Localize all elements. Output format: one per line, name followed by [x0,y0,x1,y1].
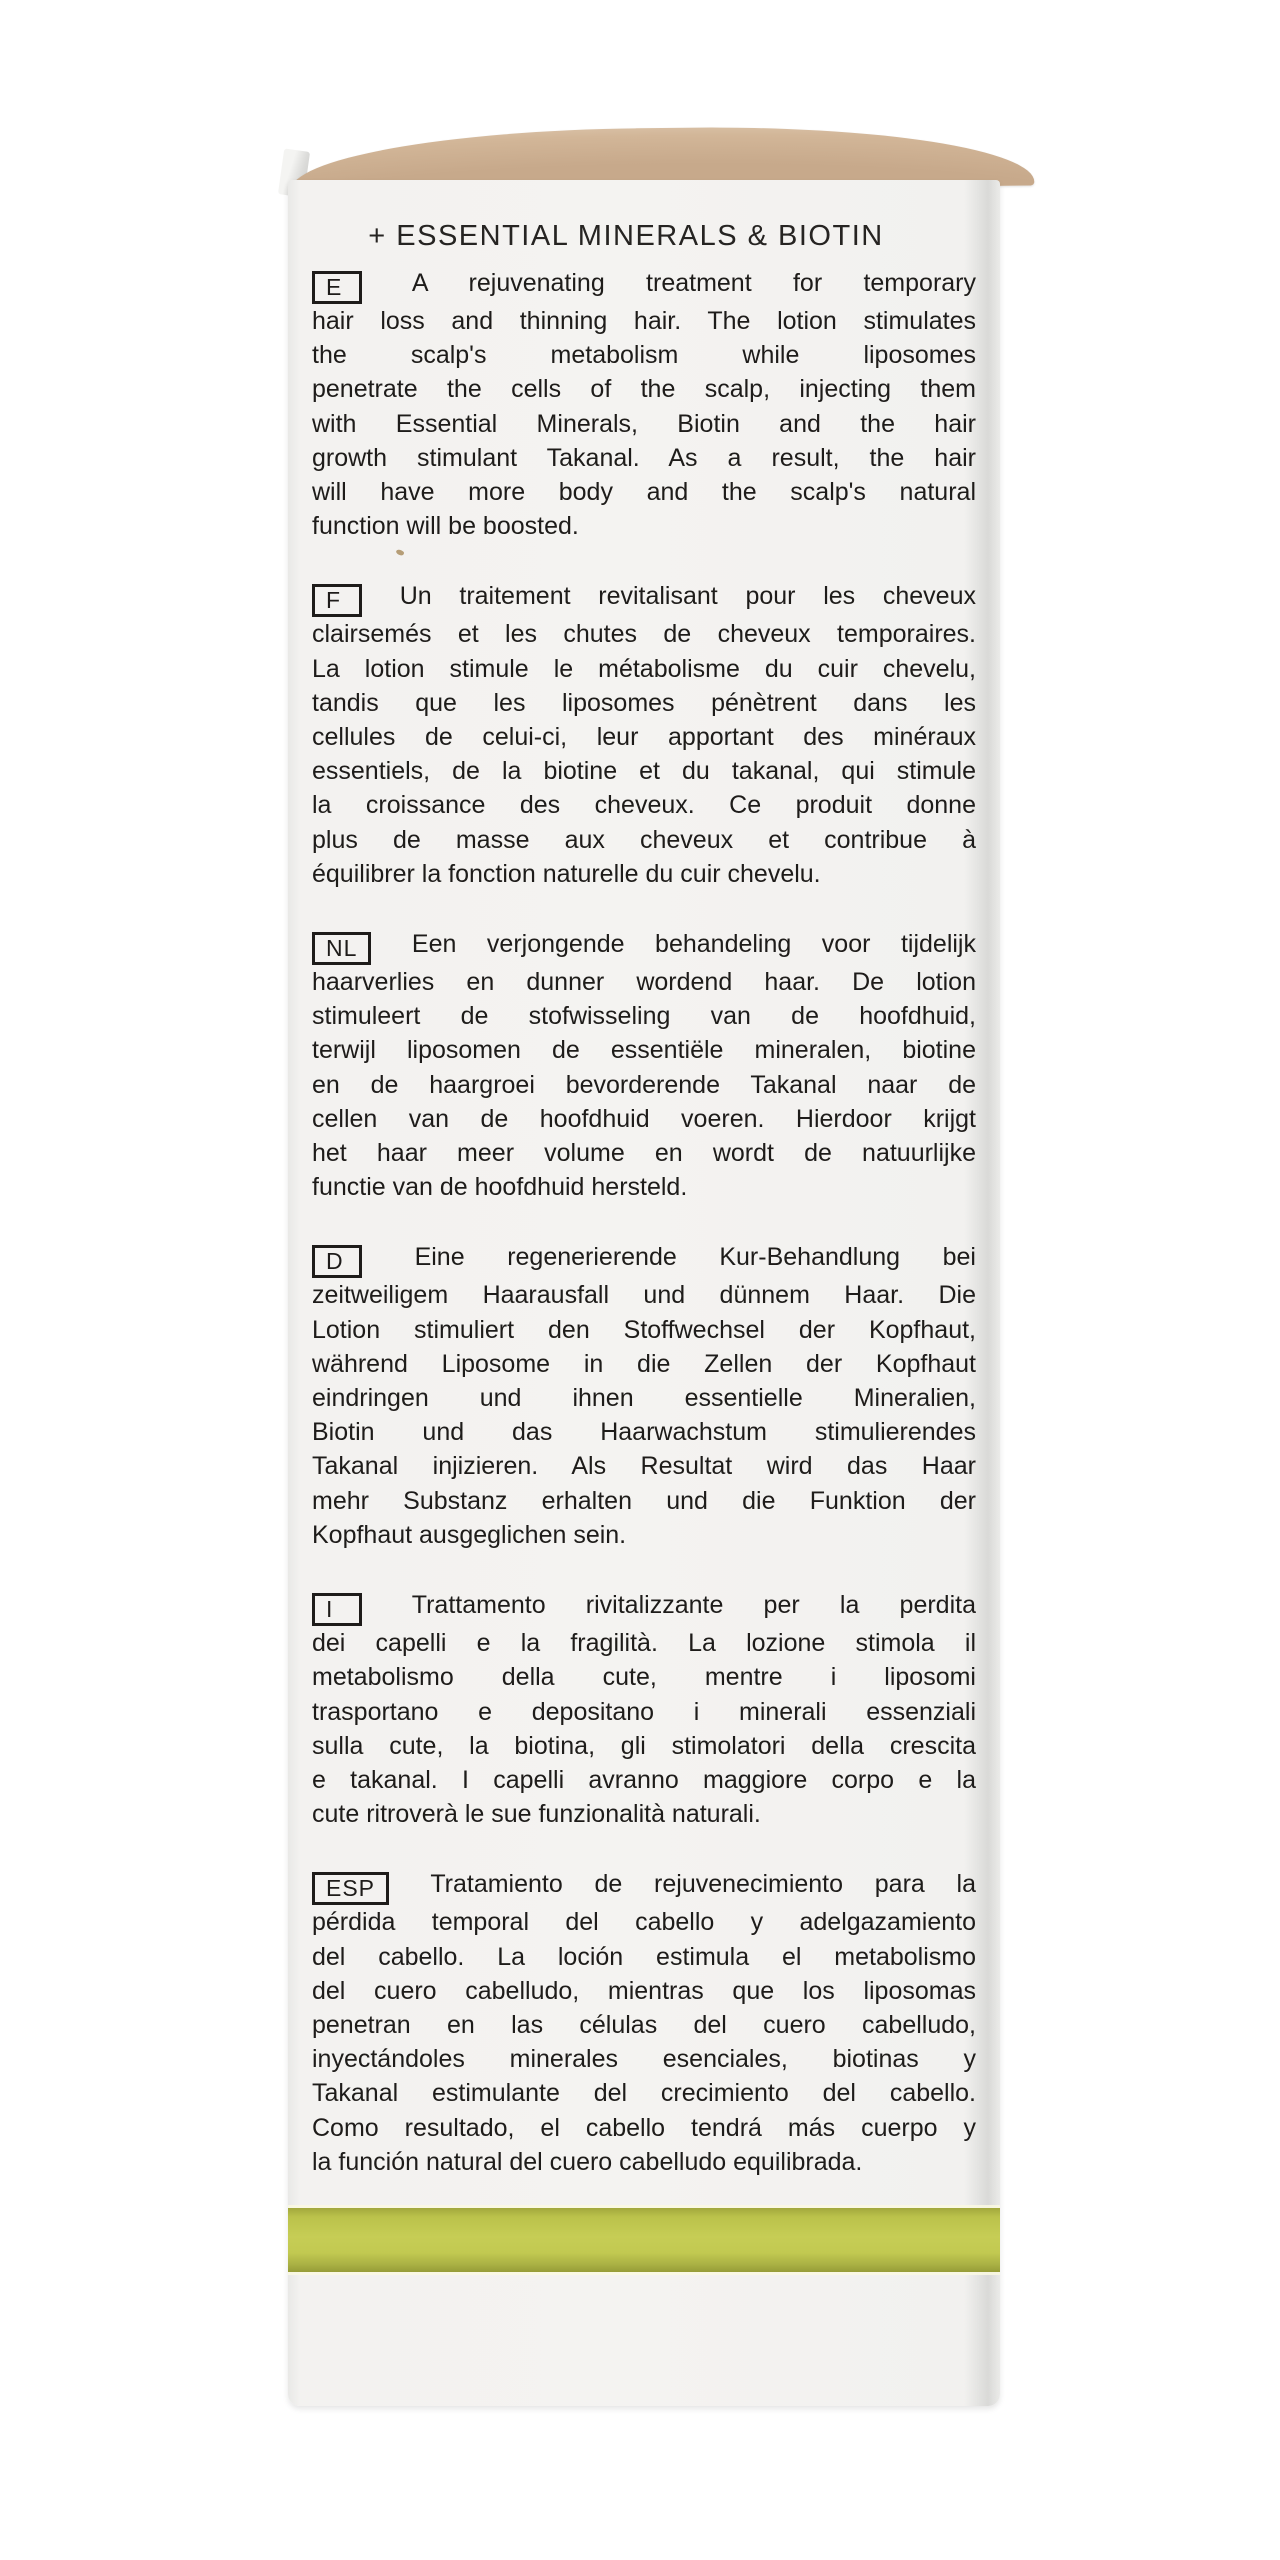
text-line: sulla cute, la biotina, gli stimolatori della crescita [312,1731,976,1760]
text-line: will have more body and the scalp's natural [312,478,976,507]
text-line: La lotion stimule le métabolisme du cuir chevelu, [312,654,976,683]
text-line: het haar meer volume en wordt de natuurlijke [312,1139,976,1168]
text-line: cute ritroverà le sue funzionalità naturali. [312,1800,761,1829]
text-line: Como resultado, el cabello tendrá más cuerpo y [312,2113,976,2142]
language-code-badge: F [312,584,362,617]
text-line: ESP Tratamiento de rejuvenecimiento para la [312,1867,976,1905]
text-line: inyectándoles minerales esenciales, biotinas y [312,2045,976,2074]
text-line: cellen van de hoofdhuid voeren. Hierdoor krijgt [312,1104,976,1133]
text-line: del cuero cabelludo, mientras que los liposomas [312,1976,976,2005]
paragraph-nl [312,927,976,1204]
text-line: en de haargroei bevorderende Takanal naar de [312,1070,976,1099]
text-line: E A rejuvenating treatment for temporary [312,266,976,304]
paragraph-d [312,1240,976,1552]
paragraph-esp [312,1867,976,2179]
language-code-badge: I [312,1593,362,1626]
text-line: Biotin und das Haarwachstum stimulierendes [312,1418,976,1447]
box-front-panel [288,180,1000,2406]
text-line: metabolismo della cute, mentre i liposomi [312,1663,976,1692]
text-line: NL Een verjongende behandeling voor tijdelijk [312,927,976,965]
text-line: cellules de celui-ci, leur apportant des minéraux [312,723,976,752]
text-line: function will be boosted. [312,512,579,541]
paragraph-f [312,579,976,891]
text-line: Lotion stimuliert den Stoffwechsel der Kopfhaut, [312,1315,976,1344]
panel-title: + ESSENTIAL MINERALS & BIOTIN [368,220,884,252]
paragraph-e [312,266,976,543]
text-line: hair loss and thinning hair. The lotion stimulates [312,307,976,335]
text-line: with Essential Minerals, Biotin and the hair [312,409,976,438]
text-line: clairsemés et les chutes de cheveux temporaires. [312,620,976,649]
text-line: I Trattamento rivitalizzante per la perdita [312,1588,976,1626]
text-line: growth stimulant Takanal. As a result, the hair [312,443,976,472]
text-line: Takanal estimulante del crecimiento del cabello. [312,2079,976,2108]
text-line: équilibrer la fonction naturelle du cuir chevelu. [312,859,821,888]
text-line: penetran en las células del cuero cabelludo, [312,2010,976,2039]
text-line: mehr Substanz erhalten und die Funktion der [312,1486,976,1515]
panel-text-column [312,266,976,2215]
language-code-badge: ESP [312,1872,389,1905]
text-line: la croissance des cheveux. Ce produit donne [312,791,976,820]
text-line: stimuleert de stofwisseling van de hoofdhuid, [312,1002,976,1031]
language-code-badge: E [312,271,362,304]
text-line: la función natural del cuero cabelludo equilibrada. [312,2147,863,2176]
text-line: trasportano e depositano i minerali essenziali [312,1697,976,1726]
text-line: essentiels, de la biotine et du takanal, qui stimule [312,757,976,786]
text-line: während Liposome in die Zellen der Kopfhaut [312,1349,976,1378]
paragraph-i [312,1588,976,1831]
text-line: eindringen und ihnen essentielle Mineralien, [312,1384,976,1413]
text-line: plus de masse aux cheveux et contribue à [312,825,976,854]
text-line: functie van de hoofdhuid hersteld. [312,1173,688,1202]
text-line: haarverlies en dunner wordend haar. De lotion [312,968,976,997]
text-line: del cabello. La loción estimula el metabolismo [312,1942,976,1971]
language-code-badge: D [312,1245,362,1278]
text-line: zeitweiligem Haarausfall und dünnem Haar. Die [312,1281,976,1310]
text-line: Kopfhaut ausgeglichen sein. [312,1520,627,1549]
text-line: Takanal injizieren. Als Resultat wird das Haar [312,1452,976,1481]
text-line: dei capelli e la fragilità. La lozione stimola il [312,1629,976,1658]
accent-stripe [288,2208,1000,2272]
language-code-badge: NL [312,932,371,965]
text-line: F Un traitement revitalisant pour les cheveux [312,579,976,617]
text-line: tandis que les liposomes pénètrent dans les [312,688,976,717]
text-line: e takanal. I capelli avranno maggiore corpo e la [312,1765,976,1794]
text-line: the scalp's metabolism while liposomes [312,341,976,370]
text-line: pérdida temporal del cabello y adelgazamiento [312,1908,976,1937]
text-line: terwijl liposomen de essentiële mineralen, biotine [312,1036,976,1065]
text-line: D Eine regenerierende Kur-Behandlung bei [312,1240,976,1278]
text-line: penetrate the cells of the scalp, injecting them [312,375,976,404]
